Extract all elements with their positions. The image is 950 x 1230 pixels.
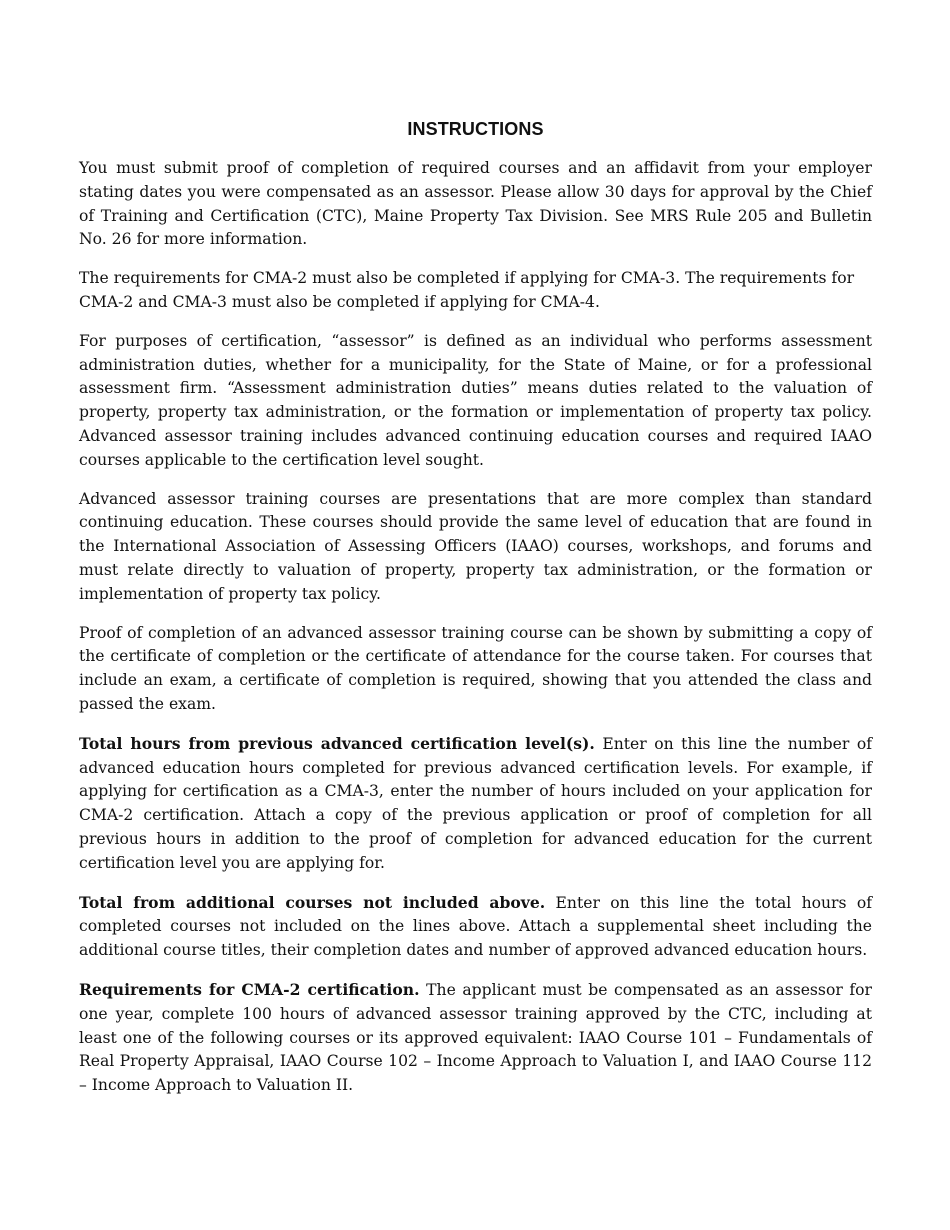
paragraph-lead: Total hours from previous advanced certification level(s). bbox=[79, 733, 595, 753]
paragraph-text: For purposes of certification, “assessor” is defined as an individual who performs assessment administration duties, whether for a municipality, for the State of Maine, or for a professional assessment firm. “Assessment administration duties” means duties related to the valuation of property, property tax administration, or the formation or implementation of property tax policy. Advanced assessor training includes advanced continuing education courses and required IAAO courses applicable to the certification level sought. bbox=[79, 331, 872, 469]
paragraph-text: Enter on this line the number of advanced education hours completed for previous advanced certification levels. For example, if applying for certification as a CMA-3, enter the number of hours included on your application for CMA-2 certification. Attach a copy of the previous application or proof of completion for all previous hours in addition to the proof of completion for advanced education for the current certification level you are applying for. bbox=[79, 734, 872, 872]
paragraph-previous-hours bbox=[79, 732, 872, 876]
paragraph-submission bbox=[79, 157, 872, 252]
paragraph-lead: Requirements for CMA-2 certification. bbox=[79, 979, 420, 999]
page-title: INSTRUCTIONS bbox=[407, 119, 544, 139]
instructions-page bbox=[79, 118, 872, 1113]
paragraph-text: The requirements for CMA-2 must also be completed if applying for CMA-3. The requirements for CMA-2 and CMA-3 must also be completed if applying for CMA-4. bbox=[79, 269, 855, 311]
paragraph-text: Enter on this line the total hours of completed courses not included on the lines above. Attach a supplemental sheet including the additional course titles, their completion dates and number of approved advanced education hours. bbox=[79, 893, 872, 960]
paragraph-text: Advanced assessor training courses are presentations that are more complex than standard continuing education. These courses should provide the same level of education that are found in the International Association of Assessing Officers (IAAO) courses, workshops, and forums and must relate directly to valuation of property, property tax administration, or the formation or implementation of property tax policy. bbox=[79, 489, 872, 603]
paragraph-text: You must submit proof of completion of required courses and an affidavit from your employer stating dates you were compensated as an assessor. Please allow 30 days for approval by the Chief of Training and Certification (CTC), Maine Property Tax Division. See MRS Rule 205 and Bulletin No. 26 for more information. bbox=[79, 159, 872, 249]
paragraph-advanced-training bbox=[79, 488, 872, 607]
paragraph-lead: Total from additional courses not included above. bbox=[79, 892, 546, 912]
paragraph-proof-of-completion bbox=[79, 622, 872, 717]
paragraph-additional-courses bbox=[79, 891, 872, 963]
paragraph-requirements bbox=[79, 267, 872, 315]
paragraph-cma2-requirements bbox=[79, 978, 872, 1098]
paragraph-text: Proof of completion of an advanced assessor training course can be shown by submitting a copy of the certificate of completion or the certificate of attendance for the course taken. For courses that include an exam, a certificate of completion is required, showing that you attended the class and passed the exam. bbox=[79, 623, 872, 713]
paragraph-text: The applicant must be compensated as an assessor for one year, complete 100 hours of advanced assessor training approved by the CTC, including at least one of the following courses or its approved equivalent: IAAO Course 101 – Fundamentals of Real Property Appraisal, IAAO Course 102 – Income Approach to Valuation I, and IAAO Course 112 – Income Approach to Valuation II. bbox=[79, 980, 872, 1095]
paragraph-assessor-definition bbox=[79, 330, 872, 473]
